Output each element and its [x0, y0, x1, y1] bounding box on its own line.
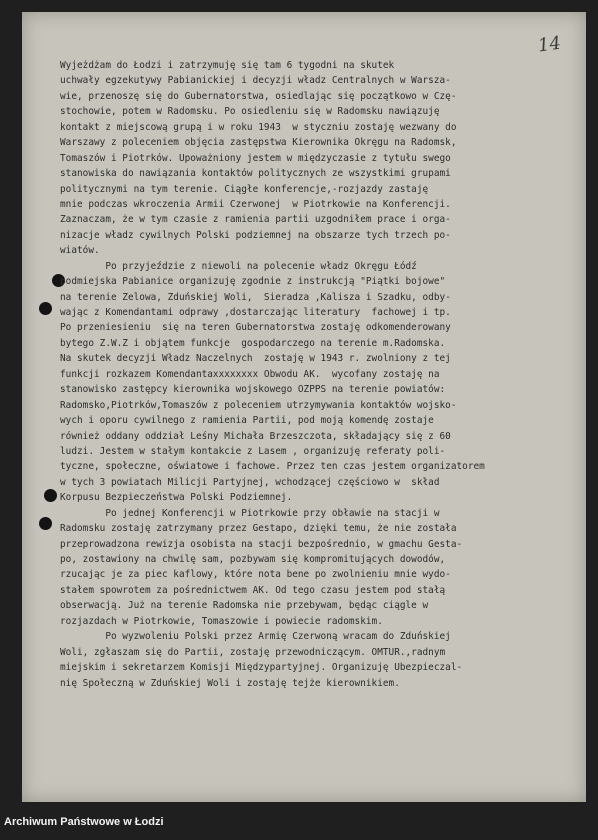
- text-line: przeprowadzona rewizja osobista na stacji bezpośrednio, w gmachu Gesta-: [60, 538, 463, 550]
- text-line: stanowiska do nawiązania kontaktów politycznych ze wszystkimi grupami: [60, 168, 451, 180]
- text-line: Zaznaczam, że w tym czasie z ramienia partii uzgodniłem prace i orga-: [60, 214, 451, 226]
- text-line: wie, przenoszę się do Gubernatorstwa, osiedlając się początkowo w Czę-: [60, 90, 457, 102]
- archive-label: Archiwum Państwowe w Łodzi: [4, 816, 164, 828]
- text-line: mnie podczas wkroczenia Armii Czerwonej w Piotrkowie na Konferencji.: [60, 198, 451, 210]
- text-line: rzucając je za piec kaflowy, które nota bene po zwolnieniu mnie wydo-: [60, 569, 451, 581]
- text-line: Korpusu Bezpieczeństwa Polski Podziemnej.: [60, 492, 293, 504]
- text-line: wych i oporu cywilnego z ramienia Partii, pod moją komendę zostaje: [60, 415, 434, 427]
- text-line: Wyjeżdżam do Łodzi i zatrzymuję się tam 6 tygodni na skutek: [60, 60, 395, 71]
- text-line: Po wyzwoleniu Polski przez Armię Czerwoną wracam do Zduńskiej: [60, 631, 451, 643]
- text-line: obserwacją. Już na terenie Radomska nie przebywam, będąc ciągle w: [60, 600, 429, 612]
- text-line: stochowie, potem w Radomsku. Po osiedleniu się w Radomsku nawiązuję: [60, 106, 440, 118]
- text-line: stanowisko zastępcy kierownika wojskowego OZPPS na terenie powiatów:: [60, 384, 446, 396]
- text-line: nizacje władz cywilnych Polski podziemnej na obszarze tych trzech po-: [60, 229, 451, 241]
- text-line: Radomsku zostaję zatrzymany przez Gestapo, dzięki temu, że nie została: [60, 523, 457, 535]
- text-line: Woli, zgłaszam się do Partii, zostaję przewodniczącym. OMTUR.,radnym: [60, 646, 446, 658]
- text-line: po, zostawiony na chwilę sam, pozbywam się kompromitujących dowodów,: [60, 554, 446, 565]
- text-line: również oddany oddział Leśny Michała Brzeszczota, składający się z 60: [60, 430, 451, 442]
- typewritten-text: [60, 58, 588, 691]
- text-line: funkcji rozkazem Komendantaxxxxxxxx Obwodu AK. wycofany zostaję na: [60, 368, 440, 380]
- text-line: Radomsko,Piotrków,Tomaszów z poleceniem utrzymywania kontaktów wojsko-: [60, 399, 457, 411]
- text-line: nię Społeczną w Zduńskiej Woli i zostaję tejże kierownikiem.: [60, 677, 400, 689]
- text-line: rozjazdach w Piotrkowie, Tomaszowie i powiecie radomskim.: [60, 615, 383, 627]
- punch-hole: [44, 489, 57, 502]
- text-line: wiatów.: [60, 245, 100, 257]
- text-line: uchwały egzekutywy Pabianickiej i decyzji władz Centralnych w Warsza-: [60, 75, 451, 87]
- text-line: miejskim i sekretarzem Komisji Międzypartyjnej. Organizuję Ubezpieczal-: [60, 662, 463, 674]
- punch-hole: [39, 517, 52, 530]
- text-line: na terenie Zelowa, Zduńskiej Woli, Sieradza ,Kalisza i Szadku, odby-: [60, 291, 451, 303]
- text-line: Po jednej Konferencji w Piotrkowie przy obławie na stacji w: [60, 507, 440, 519]
- text-line: Warszawy z poleceniem objęcia zastępstwa Kierownika Okręgu na Radomsk,: [60, 137, 457, 149]
- text-line: ludzi. Jestem w stałym kontakcie z Lasem , organizuję referaty poli-: [60, 445, 446, 457]
- text-line: Po przyjeździe z niewoli na polecenie władz Okręgu Łódź: [60, 260, 417, 272]
- text-line: Na skutek decyzji Władz Naczelnych zostaję w 1943 r. zwolniony z tej: [60, 353, 451, 365]
- text-line: tyczne, społeczne, oświatowe i fachowe. Przez ten czas jestem organizatorem: [60, 461, 485, 473]
- handwritten-page-number: 14: [536, 32, 563, 57]
- text-line: politycznymi na tym terenie. Ciągłe konferencje,-rozjazdy zastaję: [60, 183, 429, 195]
- archive-footer: [0, 806, 598, 840]
- text-line: podmiejska Pabianice organizuję zgodnie z instrukcją "Piątki bojowe": [60, 276, 446, 288]
- text-line: stałem spowrotem za pośrednictwem AK. Od tego czasu jestem pod stałą: [60, 584, 446, 596]
- punch-hole: [39, 302, 52, 315]
- text-line: Po przeniesieniu się na teren Gubernatorstwa zostaję odkomenderowany: [60, 322, 451, 334]
- text-line: Tomaszów i Piotrków. Upoważniony jestem w międzyczasie z tytułu swego: [60, 152, 451, 164]
- text-line: bytego Z.W.Z i objątem funkcje gospodarczego na terenie m.Radomska.: [60, 337, 446, 349]
- text-line: kontakt z miejscową grupą i w roku 1943 w styczniu zostaję wezwany do: [60, 121, 457, 133]
- text-line: w tych 3 powiatach Milicji Partyjnej, wchodzącej częściowo w skład: [60, 476, 440, 488]
- text-line: wając z Komendantami odprawy ,dostarczając literatury fachowej i tp.: [60, 307, 451, 318]
